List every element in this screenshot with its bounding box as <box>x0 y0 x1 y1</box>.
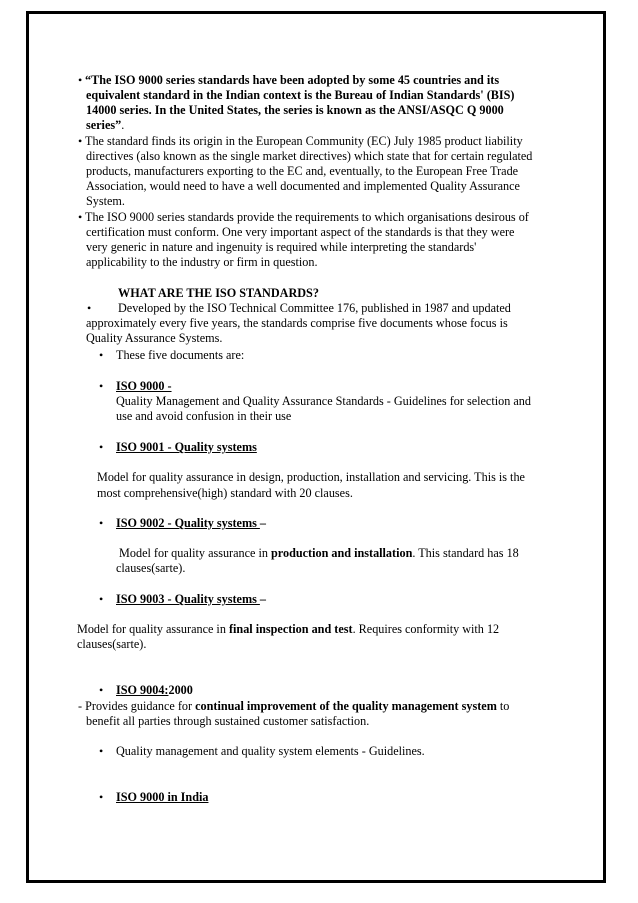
p2-line-4: Association, would need to have a well documented and implemented Quality Assurance <box>86 179 520 193</box>
bullet: • <box>99 348 104 362</box>
bullet: • <box>99 592 104 606</box>
p1-line-4: series”. <box>86 118 125 132</box>
iso9000-line-2: use and avoid confusion in their use <box>116 409 292 423</box>
bullet: • <box>99 790 104 804</box>
p4-line-1: Developed by the ISO Technical Committee 176, published in 1987 and updated <box>118 301 511 315</box>
bullet: • <box>78 210 83 224</box>
iso9004-title: ISO 9004:2000 <box>116 683 193 697</box>
bullet: • <box>78 134 83 148</box>
bullet: • <box>99 379 104 393</box>
qm-guidelines: Quality management and quality system elements - Guidelines. <box>116 744 425 758</box>
bullet: • <box>87 301 92 315</box>
iso9002-line-1: Model for quality assurance in production and installation. This standard has 18 <box>116 546 519 560</box>
p2-line-5: System. <box>86 194 125 208</box>
p1-line-2: equivalent standard in the Indian context is the Bureau of Indian Standards' (BIS) <box>86 88 515 102</box>
iso-india-title: ISO 9000 in India <box>116 790 209 804</box>
p4-line-2: approximately every five years, the standards comprise five documents whose focus is <box>86 316 508 330</box>
iso9004-line-1: - Provides guidance for continual improvement of the quality management system to <box>78 699 510 713</box>
bullet: • <box>99 440 104 454</box>
p4-line-3: Quality Assurance Systems. <box>86 331 223 345</box>
iso9004-line-2: benefit all parties through sustained customer satisfaction. <box>86 714 370 728</box>
iso9002-line-2: clauses(sarte). <box>116 561 186 575</box>
iso9003-line-2: clauses(sarte). <box>77 637 147 651</box>
iso9000-line-1: Quality Management and Quality Assurance Standards - Guidelines for selection and <box>116 394 531 408</box>
bullet: • <box>99 683 104 697</box>
docs-intro: These five documents are: <box>116 348 245 362</box>
bullet: • <box>99 744 104 758</box>
iso9001-line-2: most comprehensive(high) standard with 20 clauses. <box>97 486 353 500</box>
bullet: • <box>78 73 83 87</box>
p1-line-1: “The ISO 9000 series standards have been adopted by some 45 countries and its <box>85 73 500 87</box>
p1-line-3: 14000 series. In the United States, the series is known as the ANSI/ASQC Q 9000 <box>86 103 504 117</box>
iso9003-title: ISO 9003 - Quality systems – <box>116 592 266 606</box>
p3-line-2: certification must conform. One very important aspect of the standards is that they were <box>86 225 515 239</box>
iso9002-title: ISO 9002 - Quality systems – <box>116 516 266 530</box>
p2-line-1: The standard finds its origin in the European Community (EC) July 1985 product liability <box>85 134 523 148</box>
p3-line-3: very generic in nature and ingenuity is required while interpreting the standards' <box>86 240 477 254</box>
iso9000-title: ISO 9000 - <box>116 379 172 393</box>
p2-line-3: products, manufacturers exporting to the EC and, eventually, to the European Free Trade <box>86 164 519 178</box>
iso9003-line-1: Model for quality assurance in final inspection and test. Requires conformity with 12 <box>77 622 500 636</box>
section-heading: WHAT ARE THE ISO STANDARDS? <box>118 286 319 300</box>
bullet: • <box>99 516 104 530</box>
p3-line-4: applicability to the industry or firm in question. <box>86 255 318 269</box>
p2-line-2: directives (also known as the single market directives) which state that for certain regulated <box>86 149 533 163</box>
iso9001-title: ISO 9001 - Quality systems <box>116 440 257 454</box>
iso9001-line-1: Model for quality assurance in design, production, installation and servicing. This is the <box>97 470 525 484</box>
p3-line-1: The ISO 9000 series standards provide the requirements to which organisations desirous of <box>85 210 529 224</box>
